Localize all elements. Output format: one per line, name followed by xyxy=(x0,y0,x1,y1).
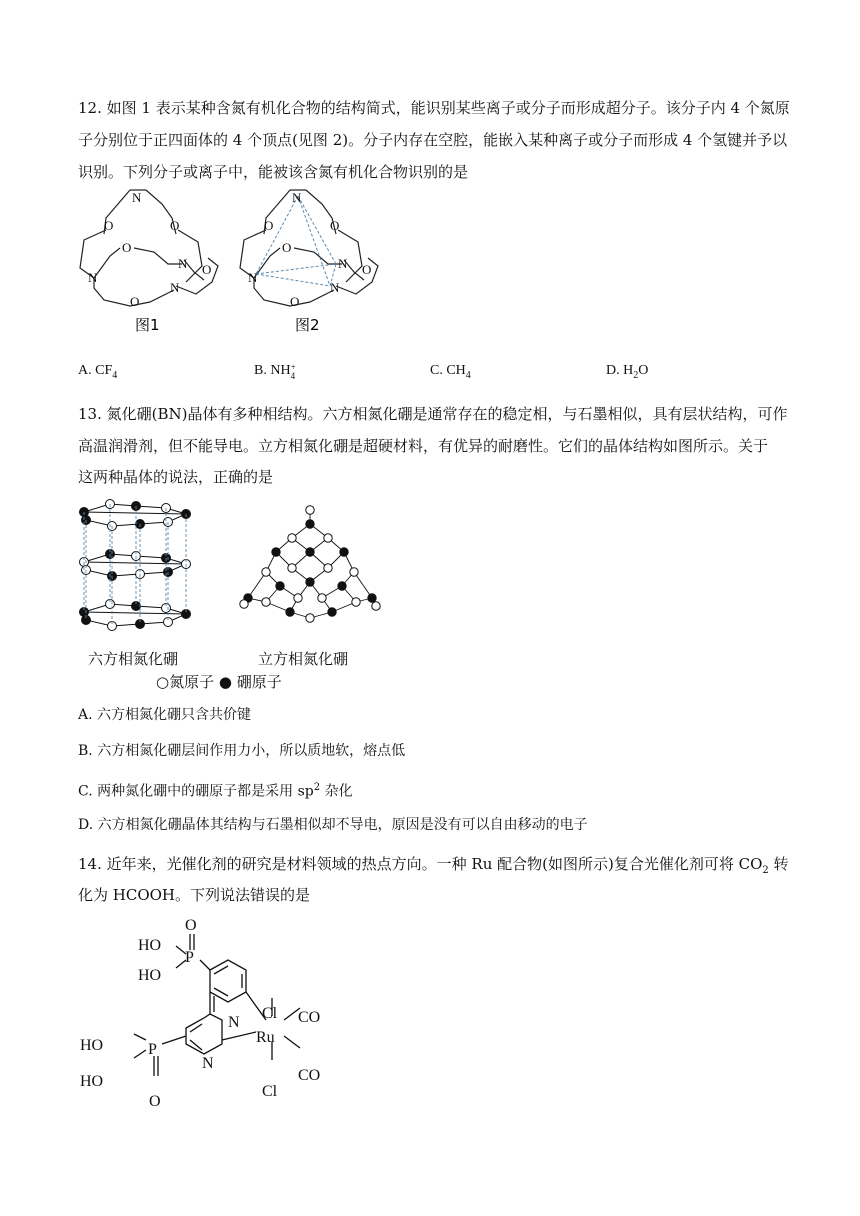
boron-atom xyxy=(276,582,284,590)
fig2-atom-o-left: O xyxy=(264,218,274,233)
nitrogen-atom xyxy=(324,564,332,572)
fig2-atom-o-mid: O xyxy=(282,240,292,255)
fig1-atom-n-top: N xyxy=(132,190,142,205)
nitrogen-atom xyxy=(352,598,360,606)
nitrogen-atom xyxy=(288,534,296,542)
fig1-atom-o-mid: O xyxy=(122,240,132,255)
nitrogen-atom xyxy=(288,564,296,572)
figure-2-cryptand xyxy=(240,190,378,306)
ru-label-p-bottom: P xyxy=(148,1041,157,1058)
cubic-bn-structure xyxy=(240,506,380,622)
nitrogen-atom xyxy=(324,534,332,542)
q13-option-a: A. 六方相氮化硼只含共价键 xyxy=(78,707,252,723)
boron-atom xyxy=(338,582,346,590)
ru-label-co-2: CO xyxy=(298,1067,321,1084)
figure-1-cryptand xyxy=(80,190,218,306)
fig2-atom-n-left: N xyxy=(248,270,258,285)
boron-atom xyxy=(286,608,294,616)
q13-line-3: 这两种晶体的说法，正确的是 xyxy=(78,468,274,486)
fig1-caption: 图1 xyxy=(135,316,160,334)
fig1-atom-o-left: O xyxy=(104,218,114,233)
fig2-atom-o-right: O xyxy=(330,218,340,233)
nitrogen-atom xyxy=(306,506,314,514)
ru-label-cl-top: Cl xyxy=(262,1005,278,1022)
q13-option-b: B. 六方相氮化硼层间作用力小，所以质地软，熔点低 xyxy=(78,743,406,759)
q12-option-b: B. NH + 4 xyxy=(254,362,296,381)
fig1-atom-o-right: O xyxy=(170,218,180,233)
figure-2-tetrahedron xyxy=(256,196,336,286)
q13-line-2: 高温润滑剂，但不能导电。立方相氮化硼是超硬材料，有优异的耐磨性。它们的晶体结构如图所示。关于 xyxy=(78,437,769,455)
boron-atom xyxy=(368,594,376,602)
legend-nitrogen: ○氮原子 xyxy=(156,673,215,691)
hex-bn-caption: 六方相氮化硼 xyxy=(88,650,179,668)
fig2-atom-n-bottom: N xyxy=(330,280,340,295)
nitrogen-atom xyxy=(306,614,314,622)
ru-label-n-lower: N xyxy=(202,1055,214,1072)
q14-line-2: 化为 HCOOH。下列说法错误的是 xyxy=(78,886,311,904)
fig1-atom-o-bottom: O xyxy=(130,294,140,309)
nitrogen-atom xyxy=(294,594,302,602)
cubic-bn-caption: 立方相氮化硼 xyxy=(258,650,349,668)
q12-option-d: D. $H_2O$ xyxy=(606,363,649,381)
legend-boron: ● 硼原子 xyxy=(218,673,282,691)
hexagonal-bn-structure xyxy=(80,500,191,631)
ru-label-ho-3: HO xyxy=(80,1037,104,1054)
q13-crystal-figures xyxy=(70,494,400,644)
q13-line-1: 13. 氮化硼(BN)晶体有多种相结构。六方相氮化硼是通常存在的稳定相，与石墨相似，具有层状结构，可作 xyxy=(78,405,788,423)
ru-complex-structure xyxy=(76,910,356,1110)
fig1-atom-n-right: N xyxy=(178,256,188,271)
q12-line-3: 识别。下列分子或离子中，能被该含氮有机化合物识别的是 xyxy=(78,163,469,181)
nitrogen-atom xyxy=(372,602,380,610)
q13-option-c: C. 两种氮化硼中的硼原子都是采用 $sp^2$ 杂化 xyxy=(78,782,353,800)
ru-label-o-top: O xyxy=(185,917,197,934)
ru-label-co-1: CO xyxy=(298,1009,321,1026)
ru-label-n-upper: N xyxy=(228,1014,240,1031)
q12-line-2: 子分别位于正四面体的 4 个顶点(见图 2)。分子内存在空腔，能嵌入某种离子或分子而形成 4 个氢键并予以 xyxy=(78,131,788,149)
fig2-caption: 图2 xyxy=(295,316,320,334)
q12-option-a: A. $CF_4$ xyxy=(78,363,118,381)
nitrogen-atom xyxy=(262,598,270,606)
q13-option-d: D. 六方相氮化硼晶体其结构与石墨相似却不导电，原因是没有可以自由移动的电子 xyxy=(78,817,588,833)
nitrogen-atom xyxy=(350,568,358,576)
ru-label-cl-bottom: Cl xyxy=(262,1083,278,1100)
q14-line-1: 14. 近年来，光催化剂的研究是材料领域的热点方向。一种 Ru 配合物(如图所示)复合光催化剂可将 $CO_2$ 转 xyxy=(78,855,789,876)
fig1-atom-n-bottom: N xyxy=(170,280,180,295)
fig1-atom-n-left: N xyxy=(88,270,98,285)
ru-label-ho-4: HO xyxy=(80,1073,104,1090)
boron-atom xyxy=(340,548,348,556)
boron-atom xyxy=(306,578,314,586)
nitrogen-atom xyxy=(318,594,326,602)
fig2-atom-n-top: N xyxy=(292,190,302,205)
nitrogen-atom xyxy=(240,600,248,608)
boron-atom xyxy=(272,548,280,556)
q12-option-c: C. $CH_4$ xyxy=(430,363,471,381)
boron-atom xyxy=(306,520,314,528)
q12-line-1: 12. 如图 1 表示某种含氮有机化合物的结构简式，能识别某些离子或分子而形成超分子。该分子内 4 个氮原 xyxy=(78,99,790,117)
ru-label-ru: Ru xyxy=(256,1029,275,1046)
fig1-atom-o-far: O xyxy=(202,262,212,277)
ru-label-o-bottom: O xyxy=(149,1093,161,1110)
boron-atom xyxy=(328,608,336,616)
ru-label-p-top: P xyxy=(185,949,194,966)
boron-atom xyxy=(306,548,314,556)
fig2-atom-n-right: N xyxy=(338,256,348,271)
fig2-atom-o-far: O xyxy=(362,262,372,277)
fig2-atom-o-bottom: O xyxy=(290,294,300,309)
q12-figures xyxy=(70,178,390,338)
ru-label-ho-1: HO xyxy=(138,937,162,954)
nitrogen-atom xyxy=(262,568,270,576)
legend xyxy=(156,673,282,691)
ru-label-ho-2: HO xyxy=(138,967,162,984)
